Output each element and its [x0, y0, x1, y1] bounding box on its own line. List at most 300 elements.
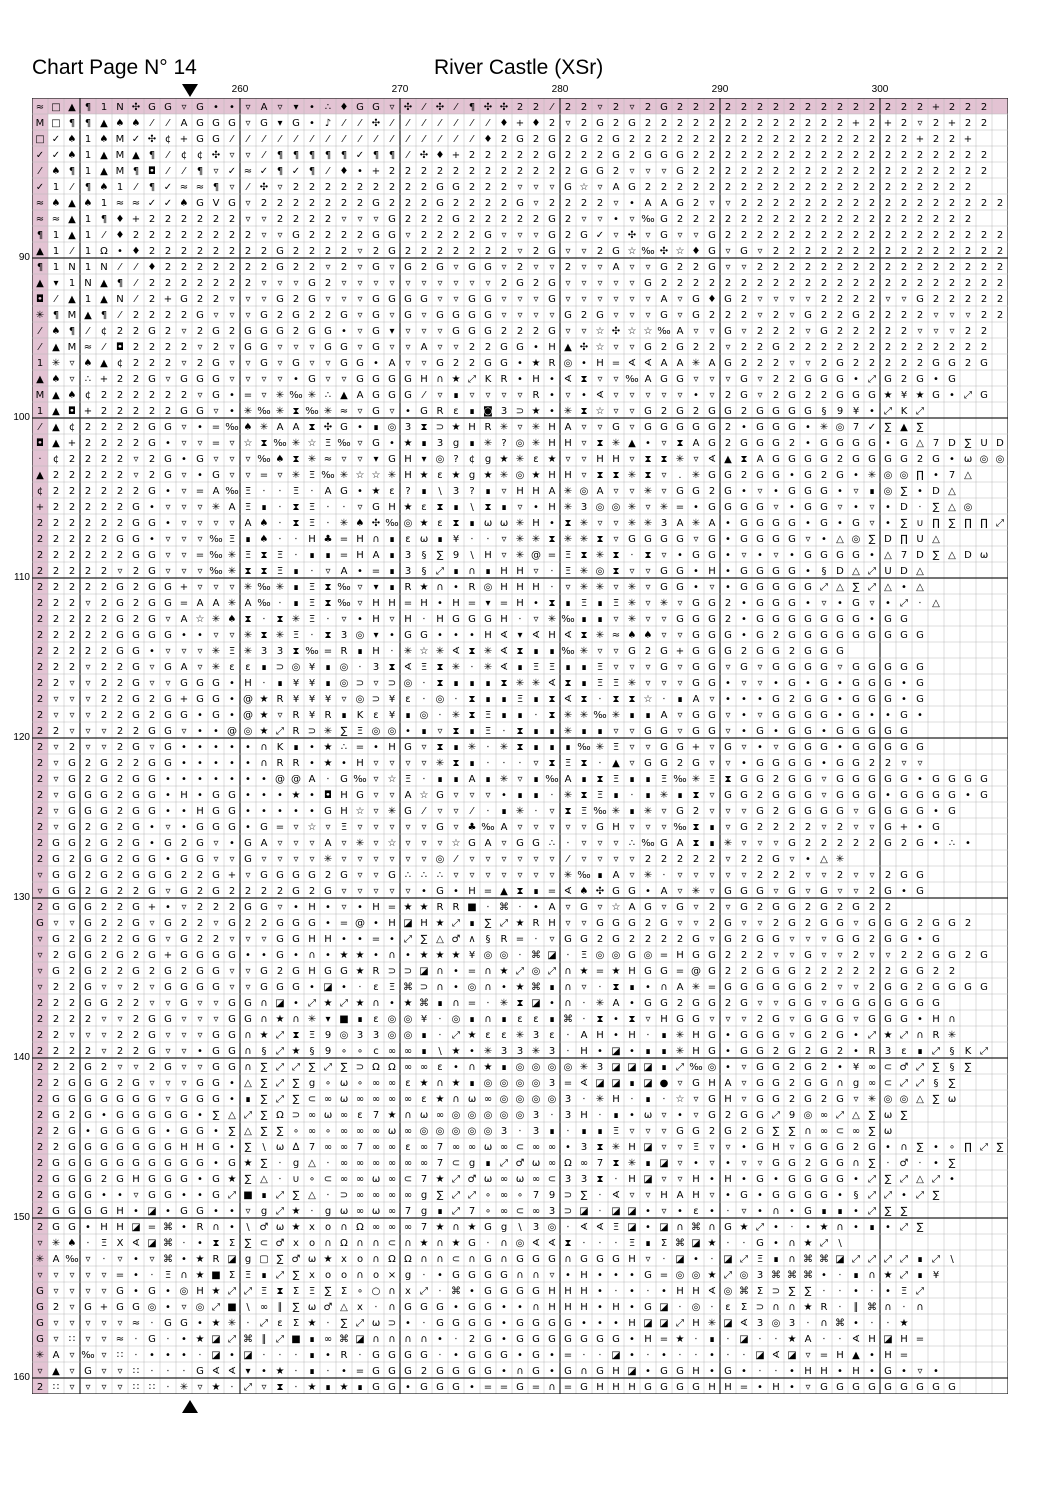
grid-symbol: G — [820, 614, 828, 625]
grid-symbol: = — [116, 1270, 124, 1281]
grid-symbol: • — [197, 1046, 203, 1057]
grid-symbol: ▿ — [101, 1350, 106, 1361]
grid-symbol: 2 — [693, 342, 699, 353]
grid-symbol: 2 — [757, 950, 763, 961]
grid-symbol: • — [645, 1206, 651, 1217]
grid-symbol: G — [164, 742, 172, 753]
grid-symbol: ∎ — [629, 1078, 635, 1089]
grid-symbol: ▿ — [165, 1094, 170, 1105]
grid-symbol: ✳ — [228, 566, 236, 577]
grid-symbol: G — [404, 742, 412, 753]
grid-symbol: ▿ — [597, 278, 602, 289]
grid-symbol: ∎ — [917, 1046, 923, 1057]
grid-symbol: ⧗ — [628, 694, 635, 705]
grid-symbol: 2 — [773, 246, 779, 257]
grid-symbol: G — [852, 726, 860, 737]
grid-symbol: 2 — [53, 550, 59, 561]
grid-symbol: 2 — [869, 118, 875, 129]
grid-symbol: ▿ — [741, 550, 746, 561]
grid-symbol: ∎ — [773, 1254, 779, 1265]
grid-symbol: ✳ — [292, 438, 300, 449]
grid-symbol: ▿ — [501, 550, 506, 561]
grid-symbol: ‰ — [545, 774, 558, 785]
grid-symbol: ¶ — [117, 278, 123, 289]
grid-symbol: ∩ — [436, 966, 443, 977]
grid-symbol: R — [293, 726, 300, 737]
grid-symbol: 2 — [485, 182, 491, 193]
grid-symbol: 2 — [629, 934, 635, 945]
grid-symbol: • — [229, 774, 235, 785]
grid-symbol: • — [197, 790, 203, 801]
grid-symbol: ≈ — [36, 198, 44, 209]
grid-symbol: ◎ — [404, 1014, 413, 1025]
grid-symbol: G — [532, 838, 540, 849]
grid-symbol: • — [853, 1046, 859, 1057]
grid-symbol: g — [469, 470, 475, 481]
grid-symbol: ▿ — [341, 374, 346, 385]
grid-symbol: ? — [501, 438, 506, 449]
grid-symbol: 2 — [165, 230, 171, 241]
grid-symbol: 2 — [741, 182, 747, 193]
grid-symbol: G — [804, 726, 812, 737]
grid-symbol: ⤢ — [980, 1046, 988, 1057]
grid-symbol: G — [708, 950, 716, 961]
grid-symbol: A — [293, 422, 300, 433]
grid-symbol: ▿ — [245, 310, 250, 321]
grid-symbol: ε — [405, 534, 410, 545]
grid-symbol: ▿ — [229, 342, 234, 353]
grid-symbol: ¢ — [37, 486, 43, 497]
grid-symbol: ♠ — [100, 134, 109, 145]
grid-symbol: 2 — [485, 150, 491, 161]
grid-symbol: ⋅ — [454, 694, 457, 705]
grid-symbol: ⤢ — [500, 918, 508, 929]
grid-symbol: G — [900, 998, 908, 1009]
grid-symbol: G — [772, 454, 780, 465]
grid-symbol: ✳ — [676, 1030, 684, 1041]
grid-symbol: ▿ — [709, 934, 714, 945]
grid-symbol: 2 — [821, 134, 827, 145]
grid-symbol: 2 — [709, 166, 715, 177]
grid-symbol: ♠ — [52, 198, 61, 209]
grid-symbol: G — [68, 758, 76, 769]
grid-symbol: ⊃ — [756, 1302, 764, 1313]
grid-symbol: ∞ — [356, 1158, 364, 1169]
grid-symbol: ∞ — [532, 1174, 540, 1185]
grid-symbol: A — [53, 1350, 60, 1361]
grid-symbol: G — [692, 1382, 700, 1393]
grid-symbol: ⧗ — [580, 790, 587, 801]
grid-symbol: G — [836, 438, 844, 449]
grid-symbol: 3 — [437, 438, 443, 449]
grid-symbol: ▿ — [821, 598, 826, 609]
grid-symbol: ▿ — [693, 870, 698, 881]
grid-symbol: G — [212, 678, 220, 689]
grid-symbol: G — [164, 582, 172, 593]
grid-symbol: ∘ — [517, 1190, 523, 1201]
grid-symbol: ◎ — [612, 950, 621, 961]
grid-symbol: G — [68, 1094, 76, 1105]
grid-symbol: G — [516, 1286, 524, 1297]
grid-symbol: 2 — [117, 758, 123, 769]
grid-symbol: 2 — [69, 1110, 75, 1121]
grid-symbol: ⤢ — [356, 1318, 364, 1329]
grid-symbol: ∢ — [852, 1334, 860, 1345]
grid-symbol: 1 — [85, 294, 91, 305]
grid-symbol: 2 — [101, 646, 107, 657]
grid-symbol: G — [228, 950, 236, 961]
grid-symbol: o — [325, 1222, 331, 1233]
grid-symbol: 1 — [101, 198, 107, 209]
grid-symbol: A — [757, 454, 764, 465]
grid-symbol: ▿ — [869, 950, 874, 961]
grid-symbol: 2 — [805, 214, 811, 225]
grid-symbol: • — [533, 902, 539, 913]
grid-symbol: G — [532, 1350, 540, 1361]
grid-symbol: ☆ — [676, 246, 685, 257]
grid-symbol: 2 — [149, 246, 155, 257]
grid-symbol: 1 — [85, 150, 91, 161]
grid-symbol: 2 — [469, 150, 475, 161]
grid-symbol: G — [692, 550, 700, 561]
grid-symbol: ⋅ — [166, 1366, 169, 1377]
grid-symbol: H — [564, 438, 572, 449]
grid-symbol: ◎ — [548, 1094, 557, 1105]
grid-symbol: 2 — [421, 246, 427, 257]
grid-symbol: ★ — [388, 1110, 397, 1121]
grid-symbol: 2 — [37, 550, 43, 561]
grid-symbol: Ξ — [245, 486, 251, 497]
grid-symbol: 2 — [981, 310, 987, 321]
grid-symbol: G — [804, 1030, 812, 1041]
grid-symbol: ▿ — [565, 118, 570, 129]
grid-symbol: △ — [948, 550, 956, 561]
grid-symbol: ⁄ — [437, 134, 443, 145]
top-center-marker — [182, 84, 198, 97]
grid-symbol: 2 — [869, 838, 875, 849]
grid-symbol: 2 — [581, 150, 587, 161]
grid-symbol: 2 — [885, 310, 891, 321]
grid-symbol: ☆ — [420, 646, 429, 657]
grid-symbol: G — [308, 294, 316, 305]
grid-symbol: G — [452, 214, 460, 225]
grid-symbol: ▿ — [517, 502, 522, 513]
grid-symbol: H — [388, 918, 396, 929]
grid-symbol: ⋅ — [470, 534, 473, 545]
grid-symbol: ⋅ — [662, 870, 665, 881]
grid-symbol: ▿ — [213, 454, 218, 465]
grid-symbol: G — [68, 950, 76, 961]
grid-symbol: 2 — [277, 198, 283, 209]
grid-symbol: + — [68, 438, 76, 449]
grid-symbol: 2 — [693, 278, 699, 289]
grid-symbol: H — [516, 486, 524, 497]
grid-symbol: 2 — [789, 150, 795, 161]
grid-symbol: ▿ — [741, 1206, 746, 1217]
grid-symbol: G — [132, 1142, 140, 1153]
grid-symbol: ∞ — [532, 1206, 540, 1217]
grid-symbol: 2 — [341, 246, 347, 257]
grid-symbol: 2 — [133, 1030, 139, 1041]
grid-symbol: ∎ — [469, 518, 475, 529]
grid-symbol: ¥ — [389, 710, 395, 721]
grid-symbol: ⋅ — [374, 1302, 377, 1313]
grid-symbol: G — [836, 390, 844, 401]
grid-symbol: H — [692, 1318, 700, 1329]
grid-symbol: ▿ — [245, 102, 250, 113]
grid-symbol: • — [261, 774, 267, 785]
grid-symbol: ✳ — [628, 614, 636, 625]
grid-symbol: + — [180, 694, 188, 705]
grid-symbol: G — [84, 1190, 92, 1201]
grid-symbol: ⁄ — [453, 118, 459, 129]
grid-symbol: ▿ — [693, 534, 698, 545]
grid-symbol: R — [405, 582, 412, 593]
grid-symbol: ★ — [420, 1238, 429, 1249]
grid-symbol: 2 — [245, 886, 251, 897]
grid-symbol: G — [52, 902, 60, 913]
grid-symbol: • — [901, 1366, 907, 1377]
grid-symbol: ⌘ — [563, 1014, 573, 1025]
grid-symbol: ▿ — [645, 1014, 650, 1025]
grid-symbol: G — [692, 614, 700, 625]
grid-symbol: ⤢ — [868, 582, 876, 593]
grid-symbol: • — [917, 822, 923, 833]
grid-symbol: 2 — [117, 518, 123, 529]
grid-symbol: G — [116, 950, 124, 961]
grid-symbol: ▿ — [357, 454, 362, 465]
grid-symbol: ▿ — [325, 294, 330, 305]
grid-symbol: 2 — [133, 1014, 139, 1025]
grid-symbol: A — [341, 566, 348, 577]
grid-symbol: H — [676, 1286, 684, 1297]
grid-symbol: ⤢ — [772, 1110, 780, 1121]
grid-symbol: ∞ — [484, 1094, 492, 1105]
grid-symbol: • — [309, 790, 315, 801]
grid-symbol: 2 — [85, 518, 91, 529]
grid-symbol: 2 — [613, 166, 619, 177]
grid-symbol: A — [581, 1030, 588, 1041]
grid-symbol: 2 — [149, 406, 155, 417]
grid-symbol: G — [340, 774, 348, 785]
grid-symbol: • — [517, 358, 523, 369]
grid-symbol: ¥ — [933, 1270, 939, 1281]
grid-symbol: 2 — [837, 838, 843, 849]
grid-symbol: G — [260, 342, 268, 353]
grid-symbol: 2 — [677, 854, 683, 865]
grid-symbol: ▿ — [645, 582, 650, 593]
grid-symbol: ∎ — [357, 1014, 363, 1025]
grid-symbol: ▿ — [597, 838, 602, 849]
grid-symbol: ◪ — [643, 1318, 652, 1329]
grid-symbol: ∑ — [901, 518, 908, 529]
grid-symbol: ▿ — [421, 310, 426, 321]
grid-symbol: A — [709, 518, 716, 529]
grid-symbol: G — [388, 870, 396, 881]
grid-symbol: G — [52, 886, 60, 897]
grid-symbol: ∎ — [453, 678, 459, 689]
grid-symbol: ⋅ — [710, 1302, 713, 1313]
grid-symbol: G — [52, 934, 60, 945]
grid-symbol: @ — [291, 774, 301, 785]
grid-symbol: ◎ — [596, 950, 605, 961]
grid-symbol: 2 — [869, 326, 875, 337]
grid-symbol: G — [52, 1222, 60, 1233]
grid-symbol: G — [628, 918, 636, 929]
grid-symbol: G — [164, 102, 172, 113]
grid-symbol: A — [469, 774, 476, 785]
grid-symbol: ∑ — [933, 1190, 940, 1201]
grid-symbol: 2 — [165, 342, 171, 353]
grid-symbol: • — [629, 1286, 635, 1297]
grid-symbol: A — [645, 198, 652, 209]
grid-symbol: 2 — [853, 198, 859, 209]
grid-symbol: ▿ — [357, 294, 362, 305]
grid-symbol: 2 — [853, 214, 859, 225]
grid-symbol: G — [228, 1030, 236, 1041]
grid-symbol: g — [261, 1206, 267, 1217]
grid-symbol: ⋅ — [486, 742, 489, 753]
grid-symbol: A — [181, 614, 188, 625]
grid-symbol: • — [293, 950, 299, 961]
grid-symbol: H — [548, 470, 556, 481]
grid-symbol: ◎ — [692, 1302, 701, 1313]
grid-symbol: 2 — [917, 982, 923, 993]
grid-symbol: + — [180, 134, 188, 145]
grid-symbol: ◪ — [659, 1158, 668, 1169]
grid-symbol: 2 — [917, 150, 923, 161]
grid-symbol: ▿ — [405, 358, 410, 369]
grid-symbol: ⧗ — [452, 726, 459, 737]
grid-symbol: ∩ — [788, 1238, 795, 1249]
grid-symbol: 2 — [37, 1062, 43, 1073]
grid-symbol: ▿ — [661, 822, 666, 833]
grid-symbol: G — [548, 214, 556, 225]
grid-symbol: 2 — [693, 102, 699, 113]
grid-symbol: 2 — [437, 230, 443, 241]
grid-symbol: R — [533, 918, 540, 929]
grid-symbol: ▿ — [885, 294, 890, 305]
grid-symbol: ☆ — [612, 902, 621, 913]
grid-symbol: ⁄ — [37, 422, 43, 433]
grid-symbol: G — [500, 1350, 508, 1361]
grid-symbol: ★ — [292, 790, 301, 801]
grid-symbol: ▿ — [293, 854, 298, 865]
grid-symbol: ▿ — [677, 710, 682, 721]
grid-symbol: • — [805, 1222, 811, 1233]
grid-symbol: 2 — [933, 246, 939, 257]
grid-symbol: A — [373, 550, 380, 561]
grid-symbol: ★ — [532, 358, 541, 369]
grid-symbol: ▿ — [53, 742, 58, 753]
grid-symbol: ⤢ — [980, 1142, 988, 1153]
grid-symbol: ∎ — [325, 678, 331, 689]
grid-symbol: ⤢ — [868, 1206, 876, 1217]
grid-symbol: ∘ — [325, 1126, 331, 1137]
grid-symbol: ✳ — [948, 1030, 956, 1041]
grid-symbol: ⤢ — [996, 518, 1004, 529]
grid-symbol: ▿ — [773, 998, 778, 1009]
grid-symbol: ∘ — [485, 1206, 491, 1217]
grid-symbol: ∩ — [804, 1126, 811, 1137]
grid-symbol: ▿ — [517, 230, 522, 241]
grid-symbol: ◎ — [356, 694, 365, 705]
grid-symbol: G — [596, 822, 604, 833]
grid-symbol: ⤢ — [868, 566, 876, 577]
grid-symbol: + — [948, 118, 956, 129]
grid-symbol: G — [836, 550, 844, 561]
row-number: 90 — [10, 252, 30, 263]
grid-symbol: ✳ — [628, 582, 636, 593]
grid-symbol: ⋅ — [902, 1302, 905, 1313]
grid-symbol: 2 — [965, 230, 971, 241]
grid-symbol: ✳ — [644, 870, 652, 881]
grid-symbol: ▿ — [325, 358, 330, 369]
grid-symbol: 2 — [293, 214, 299, 225]
grid-symbol: \ — [470, 502, 474, 513]
grid-symbol: G — [676, 1366, 684, 1377]
grid-symbol: • — [101, 1190, 107, 1201]
grid-symbol: ⁄ — [101, 342, 107, 353]
grid-symbol: @ — [243, 710, 253, 721]
grid-symbol: ∎ — [517, 710, 523, 721]
grid-symbol: ∎ — [293, 742, 299, 753]
grid-symbol: G — [708, 1046, 716, 1057]
grid-symbol: + — [164, 950, 172, 961]
grid-symbol: 3 — [533, 1126, 539, 1137]
grid-symbol: ⧗ — [596, 534, 603, 545]
grid-symbol: ▿ — [165, 646, 170, 657]
grid-symbol: 2 — [277, 886, 283, 897]
grid-symbol: ▿ — [853, 982, 858, 993]
grid-symbol: = — [196, 550, 204, 561]
grid-symbol: ω — [372, 1174, 380, 1185]
grid-symbol: ▿ — [197, 646, 202, 657]
grid-symbol: . — [678, 470, 681, 481]
grid-symbol: 2 — [437, 166, 443, 177]
grid-symbol: • — [373, 918, 379, 929]
grid-symbol: ▿ — [405, 326, 410, 337]
grid-symbol: 2 — [501, 214, 507, 225]
grid-symbol: G — [212, 390, 220, 401]
grid-symbol: 2 — [789, 374, 795, 385]
grid-symbol: G — [740, 566, 748, 577]
grid-symbol: G — [324, 342, 332, 353]
grid-symbol: G — [644, 1270, 652, 1281]
grid-symbol: ▿ — [149, 662, 154, 673]
grid-symbol: 2 — [389, 198, 395, 209]
grid-symbol: 3 — [405, 550, 411, 561]
grid-symbol: • — [869, 550, 875, 561]
grid-symbol: G — [916, 294, 924, 305]
grid-symbol: ∩ — [372, 534, 379, 545]
grid-symbol: ✳ — [308, 1014, 316, 1025]
grid-symbol: ⊃ — [516, 406, 524, 417]
grid-symbol: ▿ — [869, 598, 874, 609]
grid-symbol: • — [773, 1222, 779, 1233]
grid-symbol: ✳ — [500, 998, 508, 1009]
grid-symbol: • — [597, 1318, 603, 1329]
grid-symbol: ✓ — [52, 134, 60, 145]
grid-symbol: ‰ — [337, 438, 350, 449]
grid-symbol: ▿ — [245, 374, 250, 385]
grid-symbol: ⧗ — [548, 758, 555, 769]
grid-symbol: H — [612, 454, 620, 465]
grid-symbol: G — [164, 838, 172, 849]
grid-symbol: G — [772, 710, 780, 721]
grid-symbol: • — [357, 614, 363, 625]
grid-symbol: ▿ — [101, 1318, 106, 1329]
